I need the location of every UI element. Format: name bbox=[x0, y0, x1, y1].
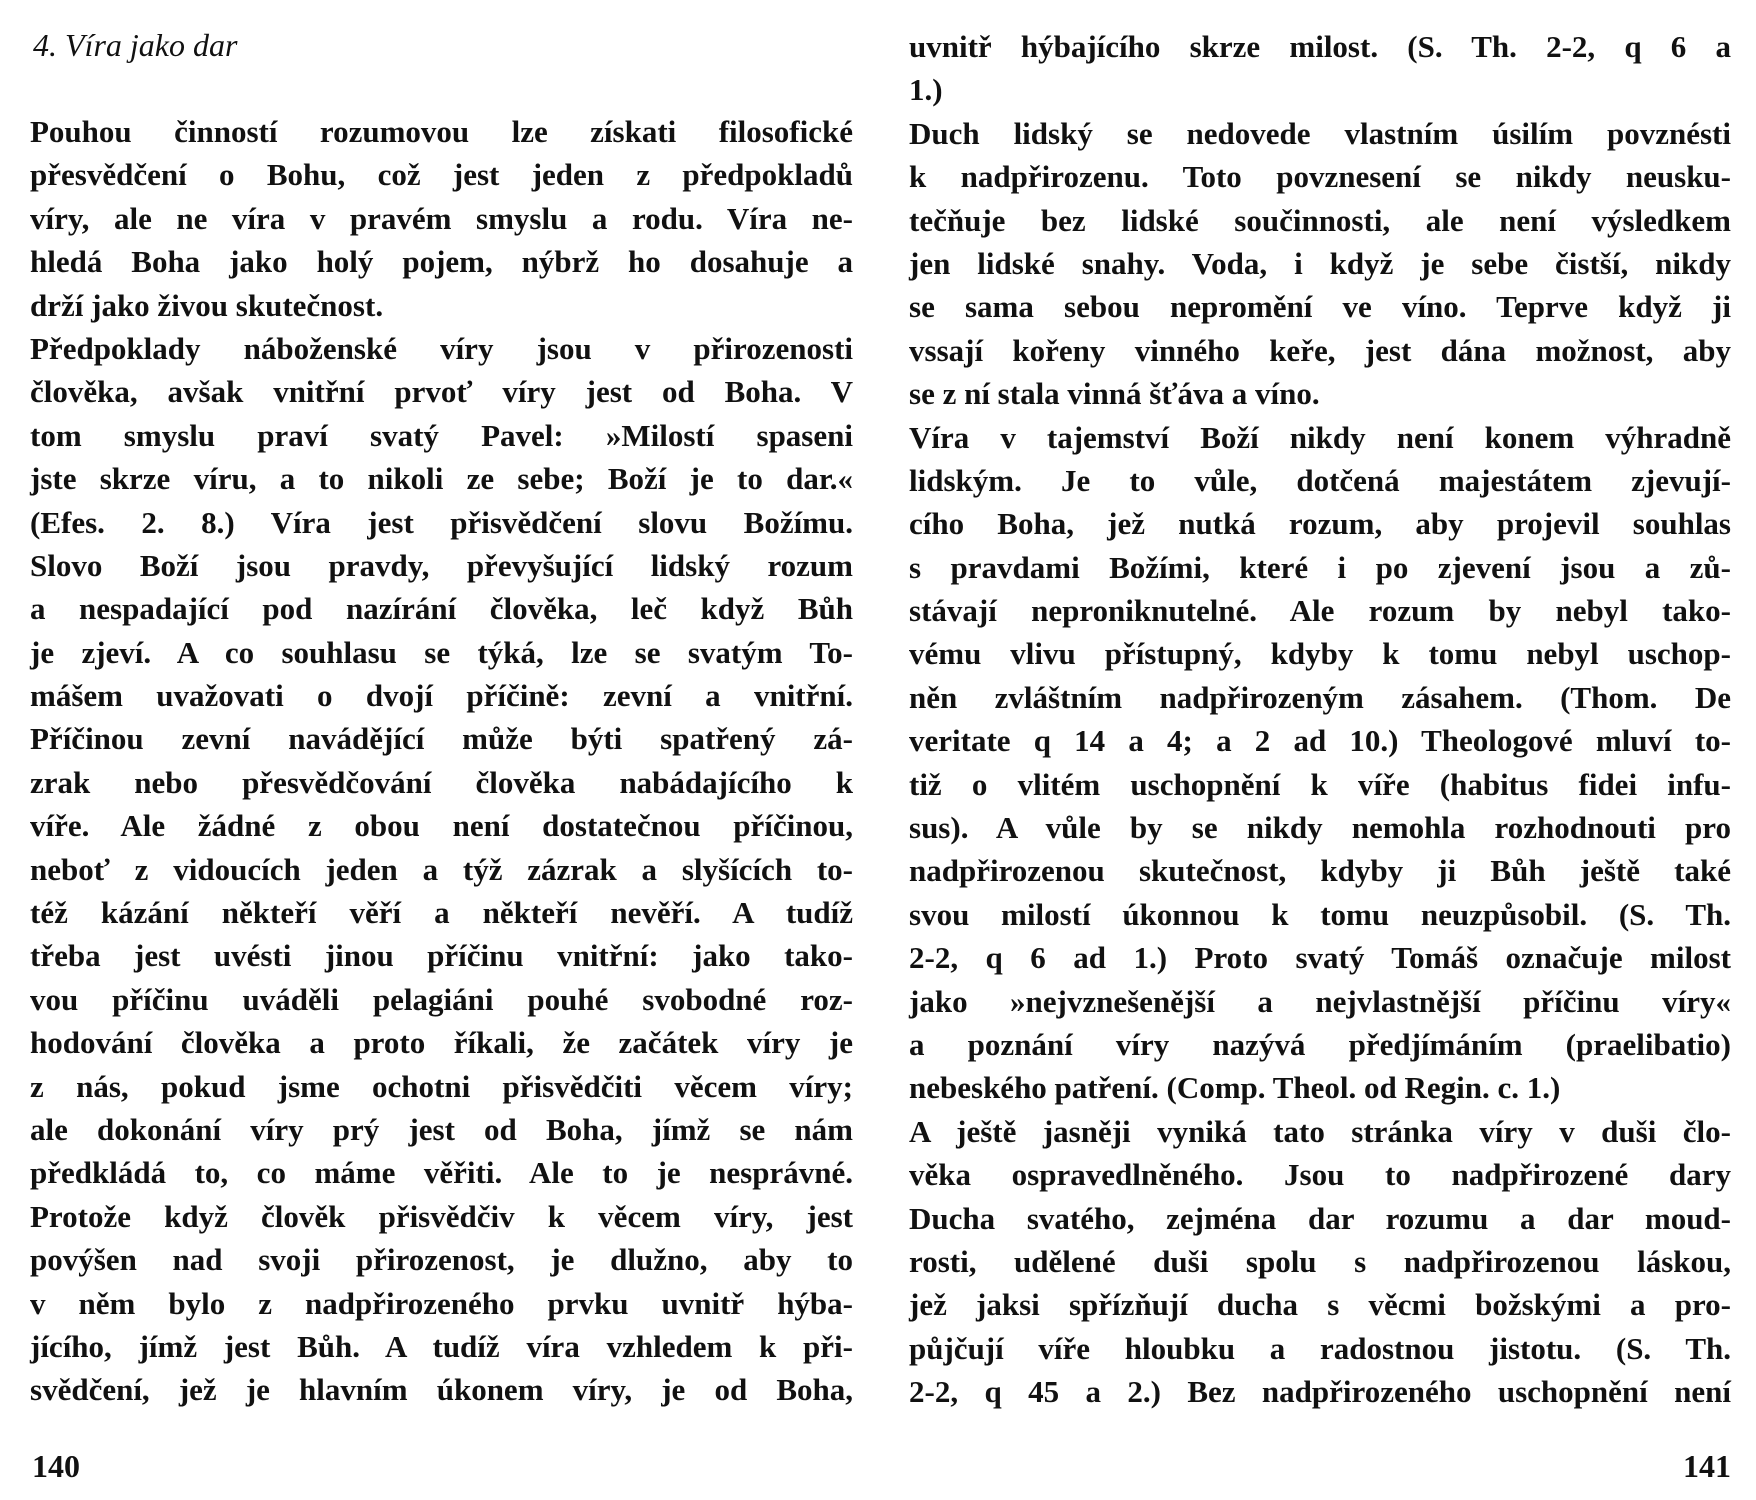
page-number-left: 140 bbox=[32, 1448, 80, 1484]
text-line: nadpřirozenou skutečnost, kdyby ji Bůh ještě také bbox=[909, 853, 1731, 889]
text-line: jako »nejvznešenější a nejvlastnější příčinu víry« bbox=[909, 983, 1731, 1019]
text-line: Slovo Boží jsou pravdy, převyšující lidský rozum bbox=[30, 547, 853, 583]
text-line: je zjeví. A co souhlasu se týká, lze se svatým To- bbox=[30, 634, 853, 670]
text-line: člověka, avšak vnitřní prvoť víry jest od Boha. V bbox=[30, 374, 853, 410]
text-line: se z ní stala vinná šťáva a víno. bbox=[909, 376, 1320, 412]
text-line: vssají kořeny vinného keře, jest dána možnost, aby bbox=[909, 332, 1731, 368]
paragraph bbox=[909, 25, 1731, 112]
text-line: z nás, pokud jsme ochotni přisvědčiti věcem víry; bbox=[30, 1068, 853, 1104]
text-line: ale dokonání víry prý jest od Boha, jímž se nám bbox=[30, 1111, 853, 1147]
text-line: jícího, jímž jest Bůh. A tudíž víra vzhledem k při- bbox=[30, 1328, 853, 1364]
text-line: předkládá to, co máme věřiti. Ale to je nesprávné. bbox=[30, 1155, 853, 1191]
text-line: cího Boha, jež nutká rozum, aby projevil souhlas bbox=[909, 506, 1731, 542]
text-line: mášem uvažovati o dvojí příčině: zevní a vnitřní. bbox=[30, 678, 853, 714]
text-line: víry, ale ne víra v pravém smyslu a rodu. Víra ne- bbox=[30, 200, 853, 236]
text-line: (Efes. 2. 8.) Víra jest přisvědčení slovu Božímu. bbox=[30, 504, 853, 540]
text-line: Protože když člověk přisvědčiv k věcem víry, jest bbox=[30, 1198, 853, 1234]
text-line: zrak nebo přesvědčování člověka nabádajícího k bbox=[30, 764, 853, 800]
text-line: veritate q 14 a 4; a 2 ad 10.) Theologové mluví to- bbox=[909, 723, 1731, 759]
text-line: vému vlivu přístupný, kdyby k tomu nebyl uschop- bbox=[909, 636, 1731, 672]
text-line: stávají neproniknutelné. Ale rozum by nebyl tako- bbox=[909, 593, 1731, 629]
text-line: Ducha svatého, zejména dar rozumu a dar moud- bbox=[909, 1200, 1731, 1236]
paragraph bbox=[909, 416, 1731, 1110]
text-line: se sama sebou nepromění ve víno. Teprve když ji bbox=[909, 289, 1731, 325]
text-line: Předpoklady náboženské víry jsou v přirozenosti bbox=[30, 330, 853, 366]
text-line: Víra v tajemství Boží nikdy není konem výhradně bbox=[909, 419, 1731, 455]
text-line: něn zvláštním nadpřirozeným zásahem. (Thom. De bbox=[909, 679, 1731, 715]
text-line: tečňuje bez lidské součinnosti, ale není výsledkem bbox=[909, 202, 1731, 238]
text-line: rosti, udělené duši spolu s nadpřirozenou láskou, bbox=[909, 1243, 1731, 1279]
text-line: neboť z vidoucích jeden a týž zázrak a slyšících to- bbox=[30, 851, 853, 887]
text-line: hledá Boha jako holý pojem, nýbrž ho dosahuje a bbox=[30, 244, 853, 280]
text-line: přesvědčení o Bohu, což jest jeden z předpokladů bbox=[30, 157, 853, 193]
text-line: s pravdami Božími, které i po zjevení jsou a zů- bbox=[909, 549, 1731, 585]
text-line: 1.) bbox=[909, 72, 943, 108]
text-line: půjčují víře hloubku a radostnou jistotu. (S. Th. bbox=[909, 1330, 1731, 1366]
text-line: Příčinou zevní navádějící může býti spatřený zá- bbox=[30, 721, 853, 757]
text-line: povýšen nad svoji přirozenost, je dlužno, aby to bbox=[30, 1242, 853, 1278]
text-line: jste skrze víru, a to nikoli ze sebe; Boží je to dar.« bbox=[30, 461, 853, 497]
text-line: tiž o vlitém uschopnění k víře (habitus fidei infu- bbox=[909, 766, 1731, 802]
text-line: Pouhou činností rozumovou lze získati filosofické bbox=[30, 114, 853, 149]
text-line: věka ospravedlněného. Jsou to nadpřirozené dary bbox=[909, 1157, 1731, 1193]
text-line: svou milostí úkonnou k tomu neuzpůsobil. (S. Th. bbox=[909, 896, 1731, 932]
paragraph bbox=[909, 1110, 1731, 1414]
text-line: 2-2, q 6 ad 1.) Proto svatý Tomáš označuje milost bbox=[909, 940, 1731, 976]
text-line: hodování člověka a proto říkali, že začátek víry je bbox=[30, 1025, 853, 1061]
paragraph bbox=[30, 327, 853, 1412]
text-line: svědčení, jež je hlavním úkonem víry, je od Boha, bbox=[30, 1372, 853, 1408]
text-line: víře. Ale žádné z obou není dostatečnou příčinou, bbox=[30, 808, 853, 844]
text-line: nebeského patření. (Comp. Theol. od Regin. c. 1.) bbox=[909, 1070, 1561, 1106]
text-line: též kázání někteří věří a někteří nevěří. A tudíž bbox=[30, 895, 853, 931]
text-line: drží jako živou skutečnost. bbox=[30, 287, 384, 323]
text-line: jež jaksi spřízňují ducha s věcmi božskými a pro- bbox=[909, 1287, 1731, 1323]
text-line: k nadpřirozenu. Toto povznesení se nikdy neusku- bbox=[909, 159, 1731, 195]
text-line: vou příčinu uváděli pelagiáni pouhé svobodné roz- bbox=[30, 981, 853, 1017]
text-line: a nespadající pod nazírání člověka, leč když Bůh bbox=[30, 591, 853, 627]
text-line: a poznání víry nazývá předjímáním (praelibatio) bbox=[909, 1026, 1731, 1062]
page-number-right: 141 bbox=[1683, 1448, 1731, 1484]
text-line: uvnitř hýbajícího skrze milost. (S. Th. 2-2, q 6 a bbox=[909, 29, 1731, 64]
paragraph bbox=[909, 112, 1731, 416]
text-line: sus). A vůle by se nikdy nemohla rozhodnouti pro bbox=[909, 810, 1731, 846]
text-line: v něm bylo z nadpřirozeného prvku uvnitř hýba- bbox=[30, 1285, 853, 1321]
text-line: A ještě jasněji vyniká tato stránka víry v duši člo- bbox=[909, 1113, 1731, 1149]
section-heading: 4. Víra jako dar bbox=[33, 27, 238, 63]
text-line: jen lidské snahy. Voda, i když je sebe čistší, nikdy bbox=[909, 245, 1731, 281]
right-page-text bbox=[909, 25, 1731, 1414]
text-line: třeba jest uvésti jinou příčinu vnitřní: jako tako- bbox=[30, 938, 853, 974]
text-line: tom smyslu praví svatý Pavel: »Milostí spaseni bbox=[30, 417, 853, 453]
text-line: lidským. Je to vůle, dotčená majestátem zjevují- bbox=[909, 462, 1731, 498]
paragraph bbox=[30, 110, 853, 327]
text-line: Duch lidský se nedovede vlastním úsilím povznésti bbox=[909, 115, 1731, 151]
text-line: 2-2, q 45 a 2.) Bez nadpřirozeného uschopnění není bbox=[909, 1374, 1731, 1410]
left-page-text bbox=[30, 110, 853, 1412]
